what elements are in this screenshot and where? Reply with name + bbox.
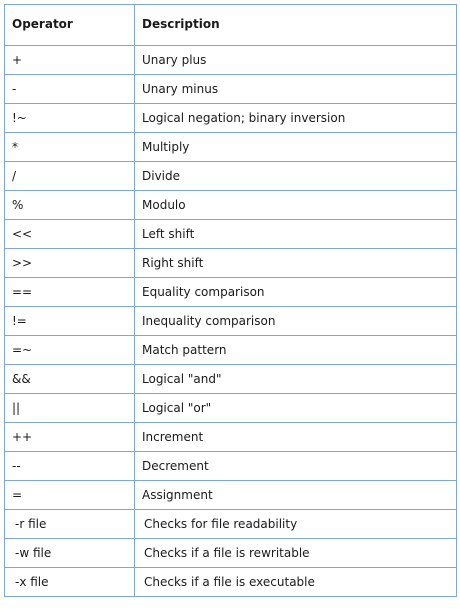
description-cell: Logical "and"	[135, 365, 457, 394]
table-row	[5, 510, 457, 539]
table-row	[5, 278, 457, 307]
table-row	[5, 249, 457, 278]
description-cell: Increment	[135, 423, 457, 452]
description-cell: Modulo	[135, 191, 457, 220]
header-description: Description	[135, 5, 457, 46]
operator-cell: <<	[5, 220, 135, 249]
table-row	[5, 423, 457, 452]
table-row	[5, 394, 457, 423]
header-operator: Operator	[5, 5, 135, 46]
table-row	[5, 133, 457, 162]
description-cell: Match pattern	[135, 336, 457, 365]
operator-cell: =	[5, 481, 135, 510]
operator-cell: >>	[5, 249, 135, 278]
description-cell: Inequality comparison	[135, 307, 457, 336]
table-row	[5, 220, 457, 249]
description-cell: Checks for file readability	[135, 510, 457, 539]
operator-cell: ==	[5, 278, 135, 307]
table-row	[5, 365, 457, 394]
table-row	[5, 162, 457, 191]
table-row	[5, 307, 457, 336]
description-cell: Equality comparison	[135, 278, 457, 307]
operator-cell: -x file	[5, 568, 135, 597]
table-row	[5, 452, 457, 481]
table-row	[5, 568, 457, 597]
description-cell: Decrement	[135, 452, 457, 481]
operator-table	[4, 4, 457, 597]
operator-cell: /	[5, 162, 135, 191]
operator-cell: +	[5, 46, 135, 75]
description-cell: Checks if a file is executable	[135, 568, 457, 597]
operator-cell: ++	[5, 423, 135, 452]
table-row	[5, 46, 457, 75]
table-row	[5, 539, 457, 568]
table-row	[5, 336, 457, 365]
description-cell: Logical negation; binary inversion	[135, 104, 457, 133]
description-cell: Assignment	[135, 481, 457, 510]
description-cell: Logical "or"	[135, 394, 457, 423]
operator-cell: *	[5, 133, 135, 162]
operator-cell: %	[5, 191, 135, 220]
table-header-row	[5, 5, 457, 46]
description-cell: Unary plus	[135, 46, 457, 75]
description-cell: Divide	[135, 162, 457, 191]
operator-cell: -w file	[5, 539, 135, 568]
description-cell: Left shift	[135, 220, 457, 249]
table-row	[5, 481, 457, 510]
operator-cell: !~	[5, 104, 135, 133]
description-cell: Multiply	[135, 133, 457, 162]
table-row	[5, 191, 457, 220]
description-cell: Checks if a file is rewritable	[135, 539, 457, 568]
description-cell: Unary minus	[135, 75, 457, 104]
operator-cell: &&	[5, 365, 135, 394]
table-row	[5, 75, 457, 104]
operator-cell: --	[5, 452, 135, 481]
operator-cell: !=	[5, 307, 135, 336]
operator-cell: =~	[5, 336, 135, 365]
table-row	[5, 104, 457, 133]
operator-cell: ||	[5, 394, 135, 423]
description-cell: Right shift	[135, 249, 457, 278]
operator-cell: -	[5, 75, 135, 104]
operator-cell: -r file	[5, 510, 135, 539]
